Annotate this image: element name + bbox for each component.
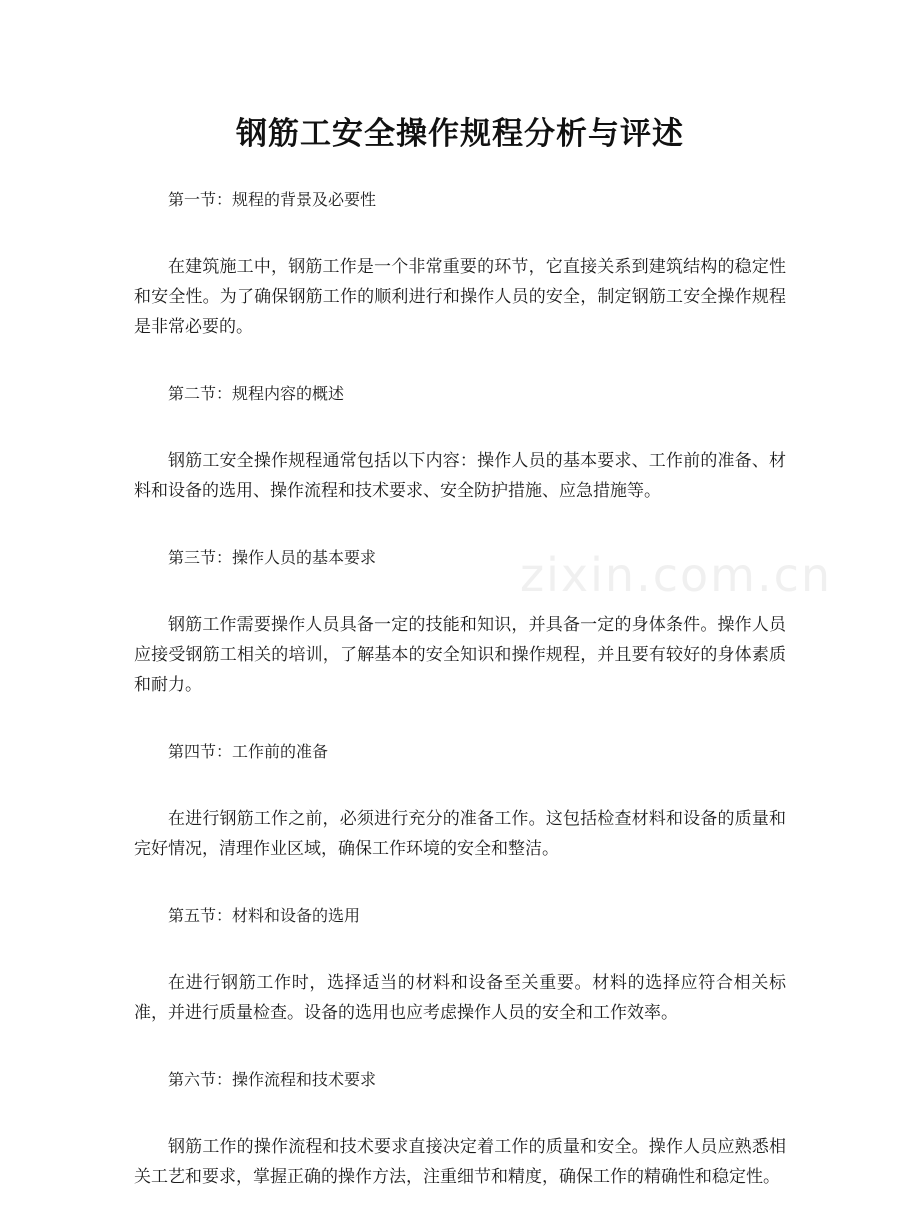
document-title: 钢筋工安全操作规程分析与评述 — [236, 116, 684, 152]
section-body-2: 钢筋工安全操作规程通常包括以下内容：操作人员的基本要求、工作前的准备、材料和设备的选用、操作流程和技术要求、安全防护措施、应急措施等。 — [134, 451, 786, 501]
watermark: zixin.com.cn — [520, 548, 833, 602]
section-heading-3: 第三节：操作人员的基本要求 — [168, 548, 377, 567]
section-heading-1: 第一节：规程的背景及必要性 — [168, 190, 377, 209]
section-body-4: 在进行钢筋工作之前，必须进行充分的准备工作。这包括检查材料和设备的质量和完好情况，清理作业区域，确保工作环境的安全和整洁。 — [134, 809, 786, 859]
section-heading-6: 第六节：操作流程和技术要求 — [168, 1070, 377, 1089]
section-body-1: 在建筑施工中，钢筋工作是一个非常重要的环节，它直接关系到建筑结构的稳定性和安全性。为了确保钢筋工作的顺利进行和操作人员的安全，制定钢筋工安全操作规程是非常必要的。 — [134, 257, 786, 337]
section-body-6: 钢筋工作的操作流程和技术要求直接决定着工作的质量和安全。操作人员应熟悉相关工艺和要求，掌握正确的操作方法，注重细节和精度，确保工作的精确性和稳定性。 — [134, 1137, 786, 1187]
section-heading-2: 第二节：规程内容的概述 — [168, 384, 345, 403]
section-heading-5: 第五节：材料和设备的选用 — [168, 906, 361, 925]
document-body — [134, 186, 786, 1230]
section-heading-4: 第四节：工作前的准备 — [168, 742, 329, 761]
section-body-3: 钢筋工作需要操作人员具备一定的技能和知识，并具备一定的身体条件。操作人员应接受钢筋工相关的培训，了解基本的安全知识和操作规程，并且要有较好的身体素质和耐力。 — [134, 615, 786, 695]
section-body-5: 在进行钢筋工作时，选择适当的材料和设备至关重要。材料的选择应符合相关标准，并进行质量检查。设备的选用也应考虑操作人员的安全和工作效率。 — [134, 973, 786, 1023]
